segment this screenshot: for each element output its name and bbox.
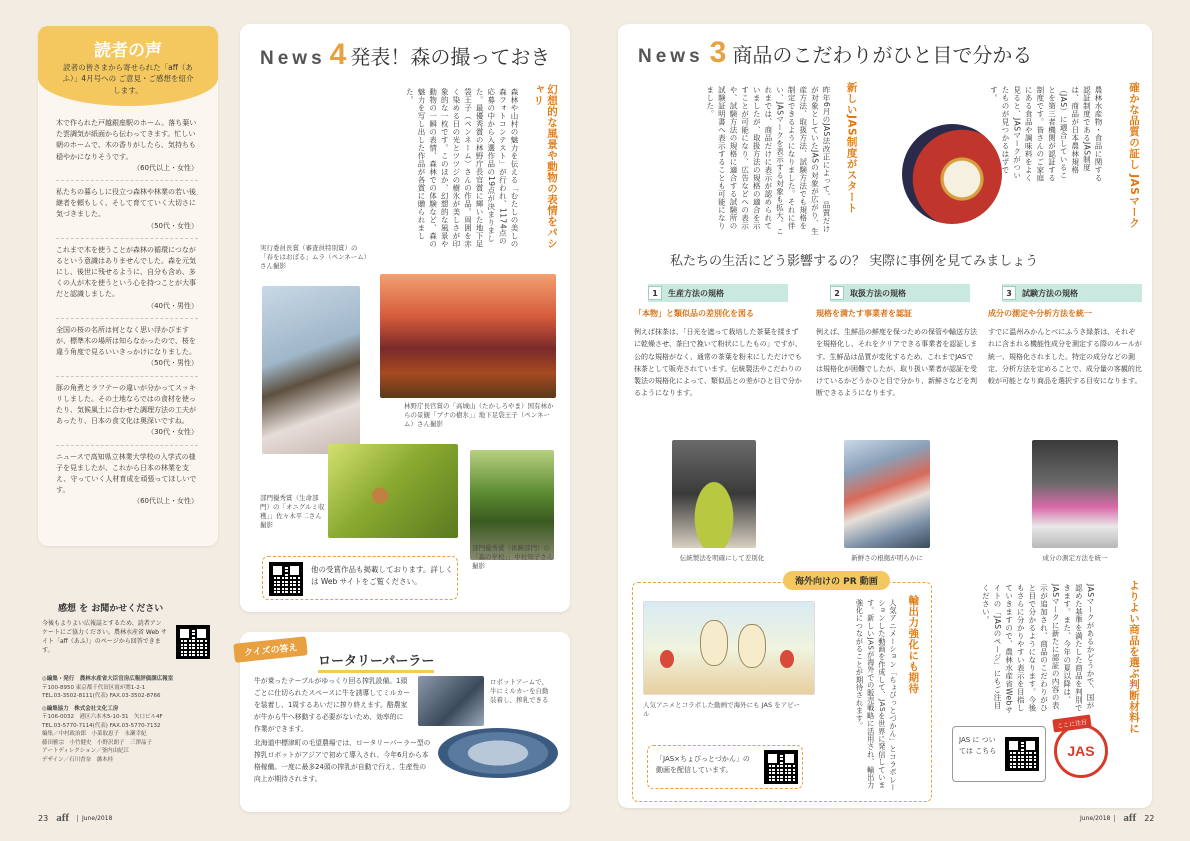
method-heading-2: 規格を満たす事業者を認証 xyxy=(816,309,912,318)
news3-subheading-3: よりよい商品を選ぶ判断材料に xyxy=(1128,580,1140,734)
lab-photo xyxy=(1032,440,1118,548)
method-heading-3: 成分の測定や分析方法を統一 xyxy=(988,309,1092,318)
jas-badge-text: JAS xyxy=(1067,743,1095,759)
pr-caption: 人気アニメとコラボした動画で海外にも JAS をアピール xyxy=(643,701,800,719)
jas-link-text: JAS に ついては こちら xyxy=(959,736,997,756)
news4-title: 発表！森の撮っておき xyxy=(350,45,551,69)
reader-voice-intro: 読者の皆さまから寄せられた「aff（あふ）」4月号への ご意見・ご感想を紹介します。 xyxy=(62,63,194,95)
news4-subheading: 幻想的な風景や動物の表情をパシャリ xyxy=(532,84,558,249)
page-number: 22 xyxy=(1144,813,1155,823)
pr-video-title: 海外向けの PR 動画 xyxy=(783,571,890,590)
news3-body-3: JASマークがあるかどうかで、国が認めた基準を満たした商品を判別できます。また、今年の夏以降は、JASマークに新たに認証の内容の表示が追加され、商品のこだわりがひと目で分かるようになります。今後もさらに分かりやすい表示を目指していきますので、農林水産省Webサイトの「JASのページ」にもご注目ください。 xyxy=(981,584,1095,714)
reader-voice-header xyxy=(38,26,218,106)
photo-caption: 成分の測定方法を統一 xyxy=(1042,554,1108,562)
jas-badge xyxy=(1054,718,1108,778)
list-item: これまで木を使うことが森林の循環につながるという意識はありませんでした。森を元気にし、後世に残せるように、自分も含め、多くの人が木を使うという心を持つことが大事だと認識しました。 （40代・男性） xyxy=(56,239,198,319)
news-label: News xyxy=(260,48,326,69)
pr-more-text: 「JAS×ちょびっとづかん」の動画を配信しています。 xyxy=(656,755,750,775)
magazine-logo: aff xyxy=(56,812,70,824)
magazine-logo: aff xyxy=(1123,812,1137,824)
pr-qr-code[interactable] xyxy=(764,750,798,784)
matcha-photo xyxy=(672,440,756,548)
footer-right xyxy=(1080,812,1154,824)
news4-qr-code[interactable] xyxy=(269,562,303,596)
photo-caption: 林野庁長官賞の「高城山（たかしろやま）国有林からの景観「ブナの樹氷」」地下足袋王子（ペンネーム）さん撮影 xyxy=(404,402,554,429)
jas-badge-label: ここに注目 xyxy=(1052,714,1091,732)
photo-caption: 伝統製法を明確にして差別化 xyxy=(679,554,765,562)
quiz-badge: クイズの答え xyxy=(233,636,308,663)
photo-caption: 部門優秀賞（体験部門）の「森の学校」」中村知子さん撮影 xyxy=(472,544,554,571)
feedback-title: 感想 を お聞かせください xyxy=(58,604,164,614)
feedback-text: 今後もよりよい広報誌とするため、読者アンケートにご協力ください。農林水産省 Web サイト「aff（あふ）」のページから回答できます。 xyxy=(42,620,167,654)
news3-card xyxy=(618,24,1152,808)
reader-voice-title: 読者の声 xyxy=(94,41,162,60)
robot-caption: ロボットアームで、牛にミルカーを自動装着し、搾乳できる xyxy=(490,678,549,705)
news3-subheading-2: 新しいJAS制度がスタート xyxy=(845,82,858,214)
pr-video-box xyxy=(632,577,932,802)
photo-caption: 部門優秀賞（生命部門）の「オニグルミ収穫」」佐々木平二さん撮影 xyxy=(260,494,325,530)
news4-heading xyxy=(260,38,550,72)
news3-subheading-1: 確かな品質の証し JASマーク xyxy=(1128,82,1140,229)
jas-photo xyxy=(902,124,1002,224)
photo-caption: 新鮮さの根拠が明らかに xyxy=(851,554,923,562)
feedback-qr-code[interactable] xyxy=(176,625,210,659)
monkey-photo xyxy=(262,286,360,454)
fish-photo xyxy=(844,440,930,548)
pr-body: 人気アニメーション「ちょびっとづかん」とコラボレーションした動画を作成して、JASを世界に発信しています。新しいJASが海外での販売戦略に活用され、輸出力強化につながることが期待されます。 xyxy=(855,599,898,792)
footer-left xyxy=(38,812,112,824)
news3-body-1: 農林水産物・食品に関する認証制度であるJAS制度は、商品が日本農林規格（JAS）に適合していることを第三者機関が認証する制度です。皆さんのご家庭にある食品や調味料をよく見ると、JASマークがついたものが見つかるはずです。 xyxy=(989,86,1103,182)
news-number: 4 xyxy=(329,38,347,71)
quiz-body-2: 北海道中標津町の毛望農場では、ロータリーパーラー型の搾乳ロボットがアジアで初めて導入され、今年6月から本格稼働。一度に最多24頭の搾乳が自動で行え、生産性の向上が期待されます。 xyxy=(254,739,431,783)
news4-more-text: 他の受賞作品も掲載しております。詳しくは Web サイトをご覧ください。 xyxy=(311,565,453,586)
method-tab-1: 1 生産方法の規格 xyxy=(648,284,788,302)
list-item: 木で作られた戸越銀座駅のホーム。落ち葉いた雲調気が紙面から伝わってきます。忙しい朝のホームで、木の香りがしたら、気持ちも穏やかになりそうです。 （60代以上・女性） xyxy=(56,112,198,181)
method-heading-1: 「本物」と類似品の差別化を図る xyxy=(634,309,754,318)
news-label: News xyxy=(638,46,704,67)
news4-body: 森林や山村の魅力を伝える「むたしの美しの森フォトコンテスト」が行われ、1174点の応募の中から入選作品の19点が決まりました。最優秀賞の林野庁長官賞に輝いた地下足袋王子（ペンネーム）さんの作品。周囲を赤く染める日の光とツツジの樹氷が美しさが印象的な一枚です。このほか、幻想的な風景や動物の一瞬の表情、森林での体験など、森の魅力を写し出した作品が各賞に贈られました。 xyxy=(405,88,519,248)
pr-more-box xyxy=(647,745,803,789)
robot-arm-photo xyxy=(418,676,484,726)
rotary-parlor-illustration xyxy=(438,728,558,778)
method-tab-2: 2 取扱方法の規格 xyxy=(830,284,970,302)
news3-heading xyxy=(638,36,1032,70)
page-number: 23 xyxy=(38,813,49,823)
news3-title: 商品のこだわりがひと目で分かる xyxy=(732,43,1033,67)
news3-body-2: 昨年6月のJAS法改正によって、品質だけが対象としていたJASの対象が広がり、生産方法、取扱方法、試験方法でも規格を制定できるようになりました。それに伴い、JASマークを表示する対象も拡大。これまでは、商品だけに表示が認められていましたが、取扱方法の規格の適合を示すことが可能になり、広告などへの表示や、試験方法の規格に適合する試験所の試験証明書へ表示することも可能になりました。 xyxy=(705,86,831,236)
news-number: 3 xyxy=(709,36,727,69)
news4-more-box xyxy=(262,556,458,600)
quiz-card xyxy=(240,632,570,812)
walnut-photo xyxy=(328,444,458,538)
reader-voice-list xyxy=(56,112,198,513)
list-item: 私たちの暮らしに役立つ森林や林業の若い後継者を頼もしく、そして育てていく大切さに気づきました。 （50代・女性） xyxy=(56,181,198,239)
quiz-title: ロータリーパーラー xyxy=(318,650,434,673)
feedback-section xyxy=(38,595,218,805)
photo-caption: 実行委員長賞（審査員特別賞）の「春をはおばる」ムラ（ペンネーム）さん撮影 xyxy=(260,244,368,271)
method-body-3: すでに温州みかんとベにふうき緑茶は、それぞれに含まれる機能性成分を測定する際のルールが統一、規格化されました。特定の成分などの測定、分析方法を定めることで、成分量の客観的比較が可能となり商品を選択する目安になります。 xyxy=(988,328,1142,385)
quiz-body-1: 牛が乗ったテーブルがゆっくり回る搾乳設備。1頭ごとに仕切られたスペースに牛を誘導してミルカーを装着し、1周するあいだに搾り終えます。酪農家が牛から牛へ移動する必要がないため、効率的に作業ができます。 xyxy=(254,677,410,733)
news4-card xyxy=(240,24,570,612)
issue-date: June/2018 xyxy=(1080,815,1115,822)
credits: ◎編集・発行 農林水産省大臣官房広報評価課広報室 〒100-8950 東京都千代田区霞が関1-2-1 TEL.03-3502-8111(代表) FAX.03-3502-8766 ◎編集協力 株式会社文化工房 〒106-0032 港区六本木5-10-31 矢口ビル4F TEL.03-5770-7114(代表) FAX.03-5770-7132 編集／中村政治郎 小菜取恵子 永瀬幸紀 藤田雅宗 小竹健史 小野沢朗子 三澤晶子 アートディレクション／釜内由紀江 デザイン／石川香奈 藩木桂 xyxy=(42,676,174,763)
sunset-forest-photo xyxy=(380,274,556,398)
anime-illustration xyxy=(643,601,815,695)
list-item: 豚の角煮とラフテーの違いが分かってスッキリしました。その土地ならではの食材を使ったり、気候風土に合わせた調理方法の工夫があったり、日本の食文化は奥深いですね。 （30代・女性） xyxy=(56,377,198,446)
method-body-2: 例えば、生鮮品の鮮度を保つための保管や輸送方法を規格化し、それをクリアできる事業者を認証します。生鮮品は品質が変化するため、これまでJASでは規格化が困難でしたが、取り扱い業者が認証を受けているかどうかひと目で分かり、新鮮さなどを判断できるようになります。 xyxy=(816,328,978,398)
jas-link-box xyxy=(952,726,1046,782)
issue-date: June/2018 xyxy=(77,815,112,822)
method-tab-3: 3 試験方法の規格 xyxy=(1002,284,1142,302)
pr-subheading: 輸出力強化にも期待 xyxy=(907,595,920,694)
question-heading: 私たちの生活にどう影響するの？ 実際に事例を見てみましょう xyxy=(670,254,1039,269)
list-item: ニュースで高知県立林業大学校の入学式の様子を見ましたが、これから日本の林業を支え、守っていく人材育成を頑張ってほしいです。 （60代以上・女性） xyxy=(56,452,198,506)
jas-qr-code[interactable] xyxy=(1005,737,1039,771)
method-body-1: 例えば抹茶は、「日光を遮って栽培した茶葉を揉まずに乾燥させ、茶臼で挽いて粉状にしたもの」ですが、公的な規格がなく、通常の茶葉を粉末にしただけでも抹茶として販売されています。伝統製法やこだわりの製法の規格化によって、類似品との差がひと目で分かるようになります。 xyxy=(634,328,802,398)
list-item: 全国の桜の名所は何となく思い浮かびますが、標準木の場所は知らなかったので、桜を違う角度で見るいいきっかけになりました。 （50代・男性） xyxy=(56,319,198,377)
